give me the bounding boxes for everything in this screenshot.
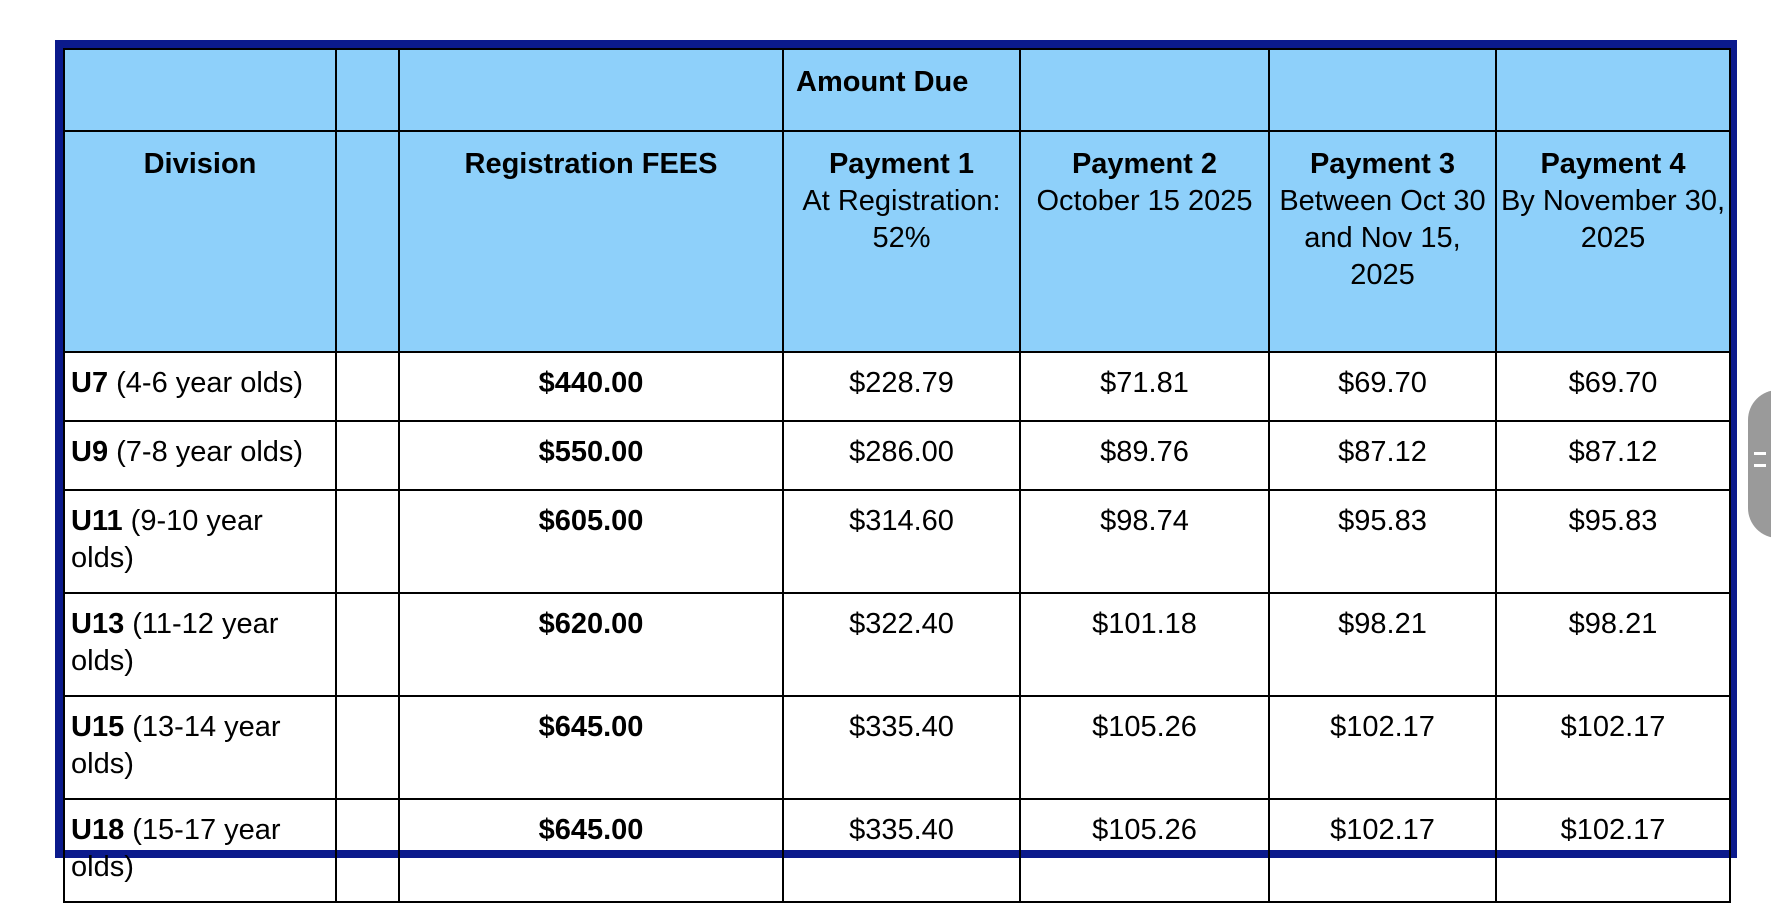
payment-1-cell: $314.60 xyxy=(783,490,1020,593)
payment-1-cell: $335.40 xyxy=(783,799,1020,902)
division-code: U9 xyxy=(71,436,109,468)
payment-3-subtitle: Between Oct 30 and Nov 15, 2025 xyxy=(1279,185,1486,291)
fee-schedule-table xyxy=(55,40,1737,883)
division-cell xyxy=(64,696,336,799)
payment-4-title: Payment 4 xyxy=(1540,148,1686,180)
payment-3-cell: $87.12 xyxy=(1269,421,1496,490)
payment-2-cell: $89.76 xyxy=(1020,421,1269,490)
amount-due-label: Amount Due xyxy=(783,49,1020,131)
payment-2-cell: $71.81 xyxy=(1020,352,1269,421)
division-code: U13 xyxy=(71,608,125,640)
header-empty-cell xyxy=(64,49,336,131)
payment-2-cell: $98.74 xyxy=(1020,490,1269,593)
clipped-previous-text xyxy=(0,0,1771,8)
division-cell xyxy=(64,352,336,421)
payment-4-cell: $87.12 xyxy=(1496,421,1730,490)
spacer-cell xyxy=(336,421,399,490)
payment-2-subtitle: October 15 2025 xyxy=(1036,185,1253,217)
division-code: U11 xyxy=(71,505,123,537)
table-row xyxy=(64,352,1730,421)
division-ages: (7-8 year olds) xyxy=(108,436,304,468)
payment-1-header xyxy=(783,131,1020,352)
payment-4-header xyxy=(1496,131,1730,352)
payment-2-header xyxy=(1020,131,1269,352)
payment-2-cell: $105.26 xyxy=(1020,799,1269,902)
header-spacer-cell xyxy=(336,131,399,352)
payment-2-cell: $101.18 xyxy=(1020,593,1269,696)
division-ages: (11-12 year olds) xyxy=(71,608,279,677)
payment-1-cell: $335.40 xyxy=(783,696,1020,799)
header-empty-cell xyxy=(1496,49,1730,131)
payment-3-title: Payment 3 xyxy=(1309,148,1456,180)
spacer-cell xyxy=(336,799,399,902)
payment-1-title: Payment 1 xyxy=(828,148,975,180)
payment-2-title: Payment 2 xyxy=(1071,148,1218,180)
division-code: U18 xyxy=(71,814,125,846)
grip-line xyxy=(1754,452,1766,455)
header-empty-cell xyxy=(1020,49,1269,131)
payment-4-cell: $102.17 xyxy=(1496,696,1730,799)
payment-1-cell: $228.79 xyxy=(783,352,1020,421)
payment-1-cell: $322.40 xyxy=(783,593,1020,696)
payment-3-cell: $98.21 xyxy=(1269,593,1496,696)
division-cell xyxy=(64,593,336,696)
registration-fee-cell: $620.00 xyxy=(399,593,783,696)
fee-table xyxy=(63,48,1731,903)
amount-due-header-row xyxy=(64,49,1730,131)
registration-fees-header-label: Registration FEES xyxy=(464,148,718,180)
payment-3-cell: $95.83 xyxy=(1269,490,1496,593)
header-empty-cell xyxy=(399,49,783,131)
division-ages: (15-17 year olds) xyxy=(71,814,281,883)
spacer-cell xyxy=(336,490,399,593)
division-ages: (4-6 year olds) xyxy=(108,367,304,399)
registration-fee-cell: $645.00 xyxy=(399,696,783,799)
drag-handle-icon[interactable] xyxy=(1748,390,1771,538)
division-cell xyxy=(64,490,336,593)
division-header-label: Division xyxy=(143,148,257,180)
payment-4-cell: $98.21 xyxy=(1496,593,1730,696)
payment-1-cell: $286.00 xyxy=(783,421,1020,490)
registration-fees-header xyxy=(399,131,783,352)
table-row xyxy=(64,490,1730,593)
division-code: U7 xyxy=(71,367,109,399)
payment-3-cell: $102.17 xyxy=(1269,696,1496,799)
division-cell xyxy=(64,799,336,902)
payment-3-cell: $69.70 xyxy=(1269,352,1496,421)
table-row xyxy=(64,593,1730,696)
spacer-cell xyxy=(336,593,399,696)
payment-4-cell: $102.17 xyxy=(1496,799,1730,902)
column-header-row xyxy=(64,131,1730,352)
payment-4-subtitle: By November 30, 2025 xyxy=(1500,185,1726,254)
spacer-cell xyxy=(336,352,399,421)
division-code: U15 xyxy=(71,711,125,743)
registration-fee-cell: $550.00 xyxy=(399,421,783,490)
payment-3-header xyxy=(1269,131,1496,352)
payment-2-cell: $105.26 xyxy=(1020,696,1269,799)
division-cell xyxy=(64,421,336,490)
registration-fee-cell: $605.00 xyxy=(399,490,783,593)
table-row xyxy=(64,696,1730,799)
division-ages: (9-10 year olds) xyxy=(71,505,263,574)
payment-4-cell: $95.83 xyxy=(1496,490,1730,593)
division-ages: (13-14 year olds) xyxy=(71,711,281,780)
spacer-cell xyxy=(336,696,399,799)
payment-4-cell: $69.70 xyxy=(1496,352,1730,421)
table-row xyxy=(64,799,1730,902)
registration-fee-cell: $440.00 xyxy=(399,352,783,421)
grip-line xyxy=(1754,464,1766,467)
payment-1-subtitle: At Registration: 52% xyxy=(802,185,1001,254)
registration-fee-cell: $645.00 xyxy=(399,799,783,902)
table-row xyxy=(64,421,1730,490)
payment-3-cell: $102.17 xyxy=(1269,799,1496,902)
header-empty-cell xyxy=(1269,49,1496,131)
header-empty-cell xyxy=(336,49,399,131)
division-header xyxy=(64,131,336,352)
